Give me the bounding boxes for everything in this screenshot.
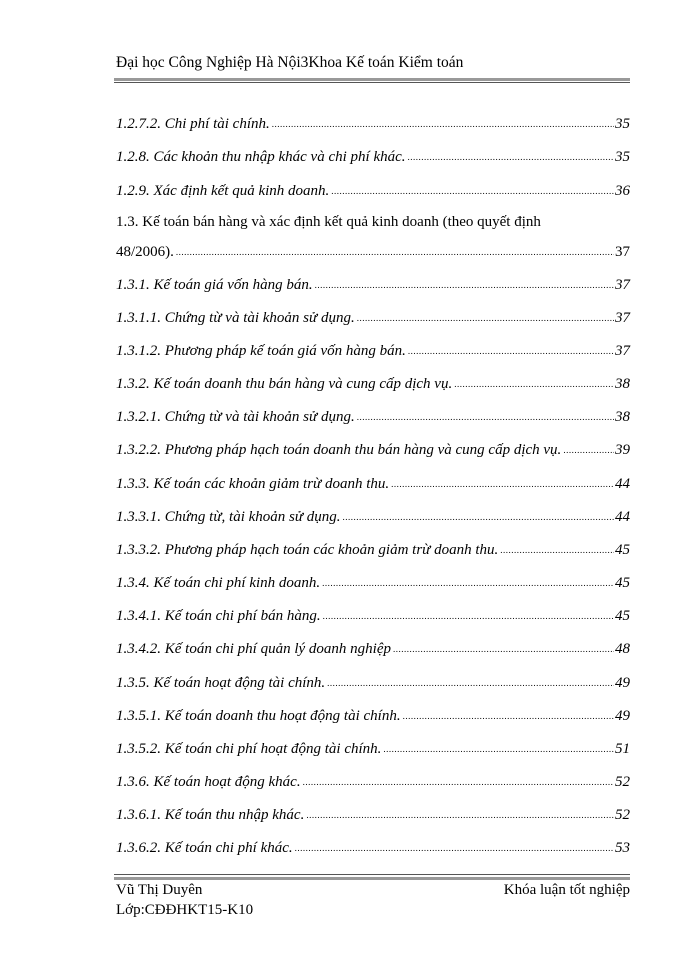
toc-entry-label: 1.3.2.1. Chứng từ và tài khoản sử dụng.	[116, 409, 355, 425]
toc-entry-label: 1.3.6.2. Kế toán chi phí khác.	[116, 840, 293, 856]
toc-entry-page: 37	[615, 277, 630, 293]
toc-entry-label: 1.3.2. Kế toán doanh thu bán hàng và cung cấp dịch vụ.	[116, 376, 453, 392]
toc-entry-page: 53	[615, 840, 630, 856]
toc-leader-dots	[327, 676, 614, 690]
toc-entry-label: 1.2.7.2. Chi phí tài chính.	[116, 116, 270, 132]
toc-entry-label: 1.3.5. Kế toán hoạt động tài chính.	[116, 675, 326, 691]
toc-entry[interactable]	[116, 114, 630, 134]
toc-leader-dots	[408, 344, 614, 358]
toc-entry[interactable]	[116, 706, 630, 726]
toc-leader-dots	[322, 576, 614, 590]
toc-entry[interactable]	[116, 673, 630, 693]
toc-entry[interactable]	[116, 308, 630, 328]
toc-entry[interactable]	[116, 639, 630, 659]
toc-entry[interactable]	[116, 275, 630, 295]
toc-leader-dots	[176, 245, 614, 259]
toc-entry[interactable]	[116, 606, 630, 626]
toc-entry-heading[interactable]	[116, 242, 630, 262]
toc-heading-line[interactable]: 1.3. Kế toán bán hàng và xác định kết quả kinh doanh (theo quyết định	[116, 214, 541, 230]
toc-leader-dots	[393, 642, 614, 656]
toc-leader-dots	[306, 808, 614, 822]
toc-entry-label: 1.3.2.2. Phương pháp hạch toán doanh thu bán hàng và cung cấp dịch vụ.	[116, 442, 562, 458]
toc-entry-label: 1.3.1.2. Phương pháp kế toán giá vốn hàng bán.	[116, 343, 406, 359]
toc-entry-page: 45	[615, 608, 630, 624]
toc-leader-dots	[500, 543, 614, 557]
toc-leader-dots	[295, 841, 614, 855]
toc-entry-page: 52	[615, 807, 630, 823]
toc-entry-page: 39	[615, 442, 630, 458]
toc-entry-label: 1.3.6.1. Kế toán thu nhập khác.	[116, 807, 305, 823]
toc-leader-dots	[408, 150, 614, 164]
toc-leader-dots	[383, 742, 614, 756]
toc-leader-dots	[454, 377, 614, 391]
toc-entry-page: 37	[615, 310, 630, 326]
toc-entry[interactable]	[116, 407, 630, 427]
toc-leader-dots	[403, 709, 614, 723]
toc-entry-label: 1.3.1.1. Chứng từ và tài khoản sử dụng.	[116, 310, 355, 326]
toc-entry[interactable]	[116, 440, 630, 460]
toc-entry-label: 1.3.5.2. Kế toán chi phí hoạt động tài chính.	[116, 741, 382, 757]
toc-entry[interactable]	[116, 474, 630, 494]
footer-class: Lớp:CĐĐHKT15-K10	[116, 902, 254, 918]
toc-entry-page: 45	[615, 575, 630, 591]
toc-entry-label: 1.2.9. Xác định kết quả kinh doanh.	[116, 183, 330, 199]
toc-leader-dots	[343, 510, 614, 524]
toc-entry[interactable]	[116, 181, 630, 201]
toc-entry[interactable]	[116, 341, 630, 361]
toc-entry[interactable]	[116, 805, 630, 825]
toc-entry-label: 1.3.4. Kế toán chi phí kinh doanh.	[116, 575, 321, 591]
toc-entry-label: 1.3.6. Kế toán hoạt động khác.	[116, 774, 301, 790]
header-divider-thin	[114, 82, 630, 83]
toc-entry-page: 36	[615, 183, 630, 199]
toc-entry-page: 45	[615, 542, 630, 558]
toc-leader-dots	[331, 184, 614, 198]
footer-divider-thin	[114, 874, 630, 875]
toc-leader-dots	[357, 311, 614, 325]
toc-leader-dots	[563, 443, 614, 457]
toc-entry-page: 49	[615, 675, 630, 691]
toc-entry[interactable]	[116, 739, 630, 759]
toc-leader-dots	[315, 278, 614, 292]
toc-entry-label: 1.3.3.2. Phương pháp hạch toán các khoản giảm trừ doanh thu.	[116, 542, 499, 558]
toc-entry[interactable]	[116, 540, 630, 560]
toc-entry-page: 38	[615, 409, 630, 425]
toc-entry-label: 1.3.3.1. Chứng từ, tài khoản sử dụng.	[116, 509, 341, 525]
toc-entry-page: 37	[615, 343, 630, 359]
toc-entry[interactable]	[116, 374, 630, 394]
toc-entry-label: 1.3.5.1. Kế toán doanh thu hoạt động tài chính.	[116, 708, 401, 724]
toc-entry-page: 37	[615, 244, 630, 260]
toc-entry-page: 51	[615, 741, 630, 757]
header-title: Đại học Công Nghiệp Hà Nội3Khoa Kế toán Kiểm toán	[116, 54, 464, 71]
toc-leader-dots	[391, 477, 614, 491]
toc-entry-label: 48/2006).	[116, 244, 174, 260]
toc-entry-label: 1.3.1. Kế toán giá vốn hàng bán.	[116, 277, 313, 293]
toc-entry-page: 35	[615, 116, 630, 132]
toc-entry[interactable]	[116, 507, 630, 527]
toc-entry-page: 44	[615, 476, 630, 492]
toc-entry[interactable]	[116, 147, 630, 167]
footer-divider	[114, 877, 630, 880]
toc-entry-label: 1.3.3. Kế toán các khoản giảm trừ doanh thu.	[116, 476, 390, 492]
footer-thesis-label: Khóa luận tốt nghiệp	[503, 882, 630, 898]
toc-entry-label: 1.3.4.2. Kế toán chi phí quản lý doanh nghiệp	[116, 641, 391, 657]
footer-author: Vũ Thị Duyên	[116, 882, 203, 898]
toc-entry-page: 35	[615, 149, 630, 165]
toc-leader-dots	[323, 609, 614, 623]
toc-leader-dots	[357, 410, 614, 424]
toc-entry-label: 1.3.4.1. Kế toán chi phí bán hàng.	[116, 608, 321, 624]
toc-entry-page: 49	[615, 708, 630, 724]
toc-entry[interactable]	[116, 573, 630, 593]
toc-entry[interactable]	[116, 838, 630, 858]
toc-entry-page: 48	[615, 641, 630, 657]
toc-entry-page: 44	[615, 509, 630, 525]
toc-leader-dots	[272, 117, 614, 131]
header-divider	[114, 78, 630, 81]
toc-entry[interactable]	[116, 772, 630, 792]
toc-entry-label: 1.2.8. Các khoản thu nhập khác và chi phí khác.	[116, 149, 406, 165]
toc-entry-page: 52	[615, 774, 630, 790]
toc-leader-dots	[303, 775, 614, 789]
toc-entry-page: 38	[615, 376, 630, 392]
